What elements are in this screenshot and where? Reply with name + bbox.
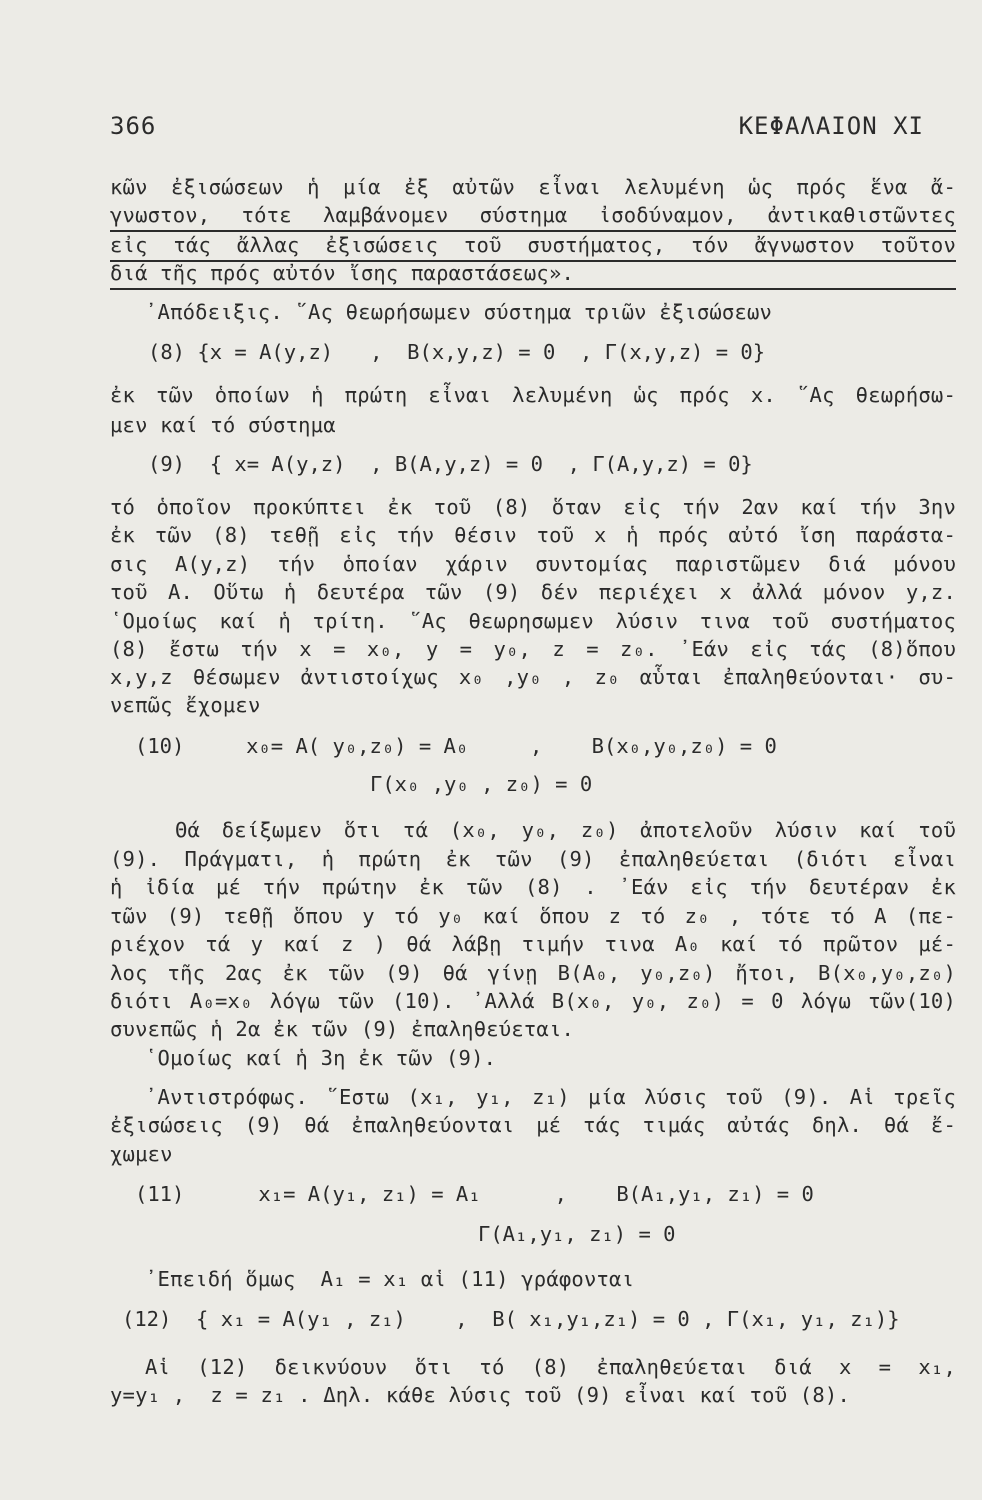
equation-12: (12) { x₁ = A(y₁ , z₁) , B( x₁,y₁,z₁) = 0 , Γ(x₁, y₁, z₁)} — [122, 1307, 900, 1331]
page-number: 366 — [110, 112, 157, 140]
text-line: ῾Ομοίως καί ἡ τρίτη. ῞Ας θεωρησωμεν λύσιν τινα τοῦ συστήματος — [110, 609, 956, 633]
text-line: λος τῆς 2ας ἐκ τῶν (9) θά γίνῃ B(A₀, y₀,z₀) ἤτοι, B(x₀,y₀,z₀) — [110, 961, 956, 985]
text-line: ῾Ομοίως καί ἡ 3η ἐκ τῶν (9). — [145, 1046, 497, 1070]
text-line: μεν καί τό σύστημα — [110, 413, 336, 437]
text-line: τό ὁποῖον προκύπτει ἐκ τοῦ (8) ὅταν εἰς τήν 2αν καί τήν 3ην — [110, 495, 956, 519]
text-line: ᾿Αντιστρόφως. ῞Εστω (x₁, y₁, z₁) μία λύσις τοῦ (9). Αἱ τρεῖς — [145, 1085, 956, 1109]
equation-10b: Γ(x₀ ,y₀ , z₀) = 0 — [370, 772, 593, 796]
text-line: σις A(y,z) τήν ὁποίαν χάριν συντομίας παριστῶμεν διά μόνου — [110, 552, 956, 576]
text-line: χωμεν — [110, 1142, 173, 1166]
equation-10a: (10) x₀= A( y₀,z₀) = A₀ , B(x₀,y₀,z₀) = 0 — [135, 734, 777, 758]
text-line: τοῦ A. Οὕτω ἡ δευτέρα τῶν (9) δέν περιέχει x ἀλλά μόνον y,z. — [110, 580, 956, 604]
equation-9: (9) { x= A(y,z) , B(A,y,z) = 0 , Γ(A,y,z) = 0} — [148, 452, 753, 476]
equation-8: (8) {x = A(y,z) , B(x,y,z) = 0 , Γ(x,y,z) = 0} — [148, 340, 766, 364]
text-line: διά τῆς πρός αὐτόν ἴσης παραστάσεως». — [110, 258, 956, 290]
text-line: (8) ἔστω τήν x = x₀, y = y₀, z = z₀. ᾿Εάν εἰς τάς (8)ὅπου — [110, 637, 956, 661]
chapter-title: ΚΕΦΑΛΑΙΟΝ XI — [738, 112, 924, 140]
text-line: κῶν ἐξισώσεων ἡ μία ἐξ αὐτῶν εἶναι λελυμένη ὡς πρός ἕνα ἄ- — [110, 175, 956, 199]
text-line: x,y,z θέσωμεν ἀντιστοίχως x₀ ,y₀ , z₀ αὗται ἐπαληθεύονται· συ- — [110, 665, 956, 689]
text-line: ᾿Απόδειξις. ῞Ας θεωρήσωμεν σύστημα τριῶν ἐξισώσεων — [145, 300, 773, 324]
text-line: ριέχον τά y καί z ) θά λάβῃ τιμήν τινα A₀ καί τό πρῶτον μέ- — [110, 932, 956, 956]
text-line: ἡ ἰδία μέ τήν πρώτην ἐκ τῶν (8) . ᾿Εάν εἰς τήν δευτέραν ἐκ — [110, 875, 956, 899]
text-line: συνεπῶς ἡ 2α ἐκ τῶν (9) ἐπαληθεύεται. — [110, 1017, 575, 1041]
text-line: Αἱ (12) δεικνύουν ὅτι τό (8) ἐπαληθεύεται διά x = x₁, — [145, 1355, 956, 1379]
text-line: διότι A₀=x₀ λόγω τῶν (10). ᾿Αλλά B(x₀, y₀, z₀) = 0 λόγω τῶν(10) — [110, 989, 956, 1013]
text-line: ἐκ τῶν (8) τεθῇ εἰς τήν θέσιν τοῦ x ἡ πρός αὐτό ἴση παράστα- — [110, 523, 956, 547]
text-line: Θά δείξωμεν ὅτι τά (x₀, y₀, z₀) ἀποτελοῦν λύσιν καί τοῦ — [175, 818, 956, 842]
text-line: γνωστον, τότε λαμβάνομεν σύστημα ἰσοδύναμον, ἀντικαθιστῶντες — [110, 200, 956, 232]
equation-11a: (11) x₁= A(y₁, z₁) = A₁ , B(A₁,y₁, z₁) = 0 — [135, 1182, 814, 1206]
text-line: ἐκ τῶν ὁποίων ἡ πρώτη εἶναι λελυμένη ὡς πρός x. ῞Ας θεωρήσω- — [110, 383, 956, 407]
text-line: y=y₁ , z = z₁ . Δηλ. κάθε λύσις τοῦ (9) εἶναι καί τοῦ (8). — [110, 1383, 850, 1407]
text-line: ᾿Επειδή ὅμως A₁ = x₁ αἱ (11) γράφονται — [145, 1267, 635, 1291]
text-line: εἰς τάς ἄλλας ἐξισώσεις τοῦ συστήματος, τόν ἄγνωστον τοῦτον — [110, 230, 956, 262]
text-line: (9). Πράγματι, ἡ πρώτη ἐκ τῶν (9) ἐπαληθεύεται (διότι εἶναι — [110, 847, 956, 871]
text-line: ἐξισώσεις (9) θά ἐπαληθεύονται μέ τάς τιμάς αὐτάς δηλ. θά ἔ- — [110, 1113, 956, 1137]
equation-11b: Γ(A₁,y₁, z₁) = 0 — [478, 1222, 676, 1246]
text-line: νεπῶς ἔχομεν — [110, 693, 261, 717]
text-line: τῶν (9) τεθῇ ὅπου y τό y₀ καί ὅπου z τό z₀ , τότε τό A (πε- — [110, 904, 956, 928]
